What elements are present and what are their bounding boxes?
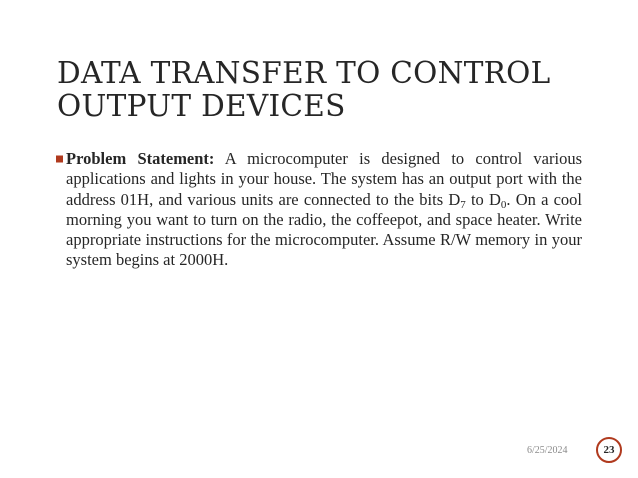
slide-title — [57, 57, 597, 123]
problem-statement-label: Problem Statement: — [66, 149, 215, 168]
problem-statement-paragraph — [66, 149, 582, 271]
paragraph-text-2: to D — [465, 189, 501, 209]
square-bullet-icon — [53, 153, 65, 165]
subscript-0: 0 — [500, 198, 507, 211]
slide-date: 6/25/2024 — [527, 445, 568, 456]
slide-title-line-2: OUTPUT DEVICES — [57, 89, 346, 123]
paragraph-text-3: . On a cool morning you want to turn on the radio, the coffeepot, and space heater. Write appropriate instructions for the microcomputer. Assume R/W memory in your system begins at 2000H. — [66, 189, 583, 270]
slide-title-line-1: DATA TRANSFER TO CONTROL — [57, 56, 551, 90]
page-number: 23 — [603, 444, 615, 456]
page-number-badge — [596, 437, 622, 463]
subscript-7: 7 — [460, 198, 466, 211]
paragraph-text-1: A microcomputer is designed to control various applications and lights in your house. The system has an output port with the address 01H, and various units are connected to the bits D — [66, 149, 583, 209]
